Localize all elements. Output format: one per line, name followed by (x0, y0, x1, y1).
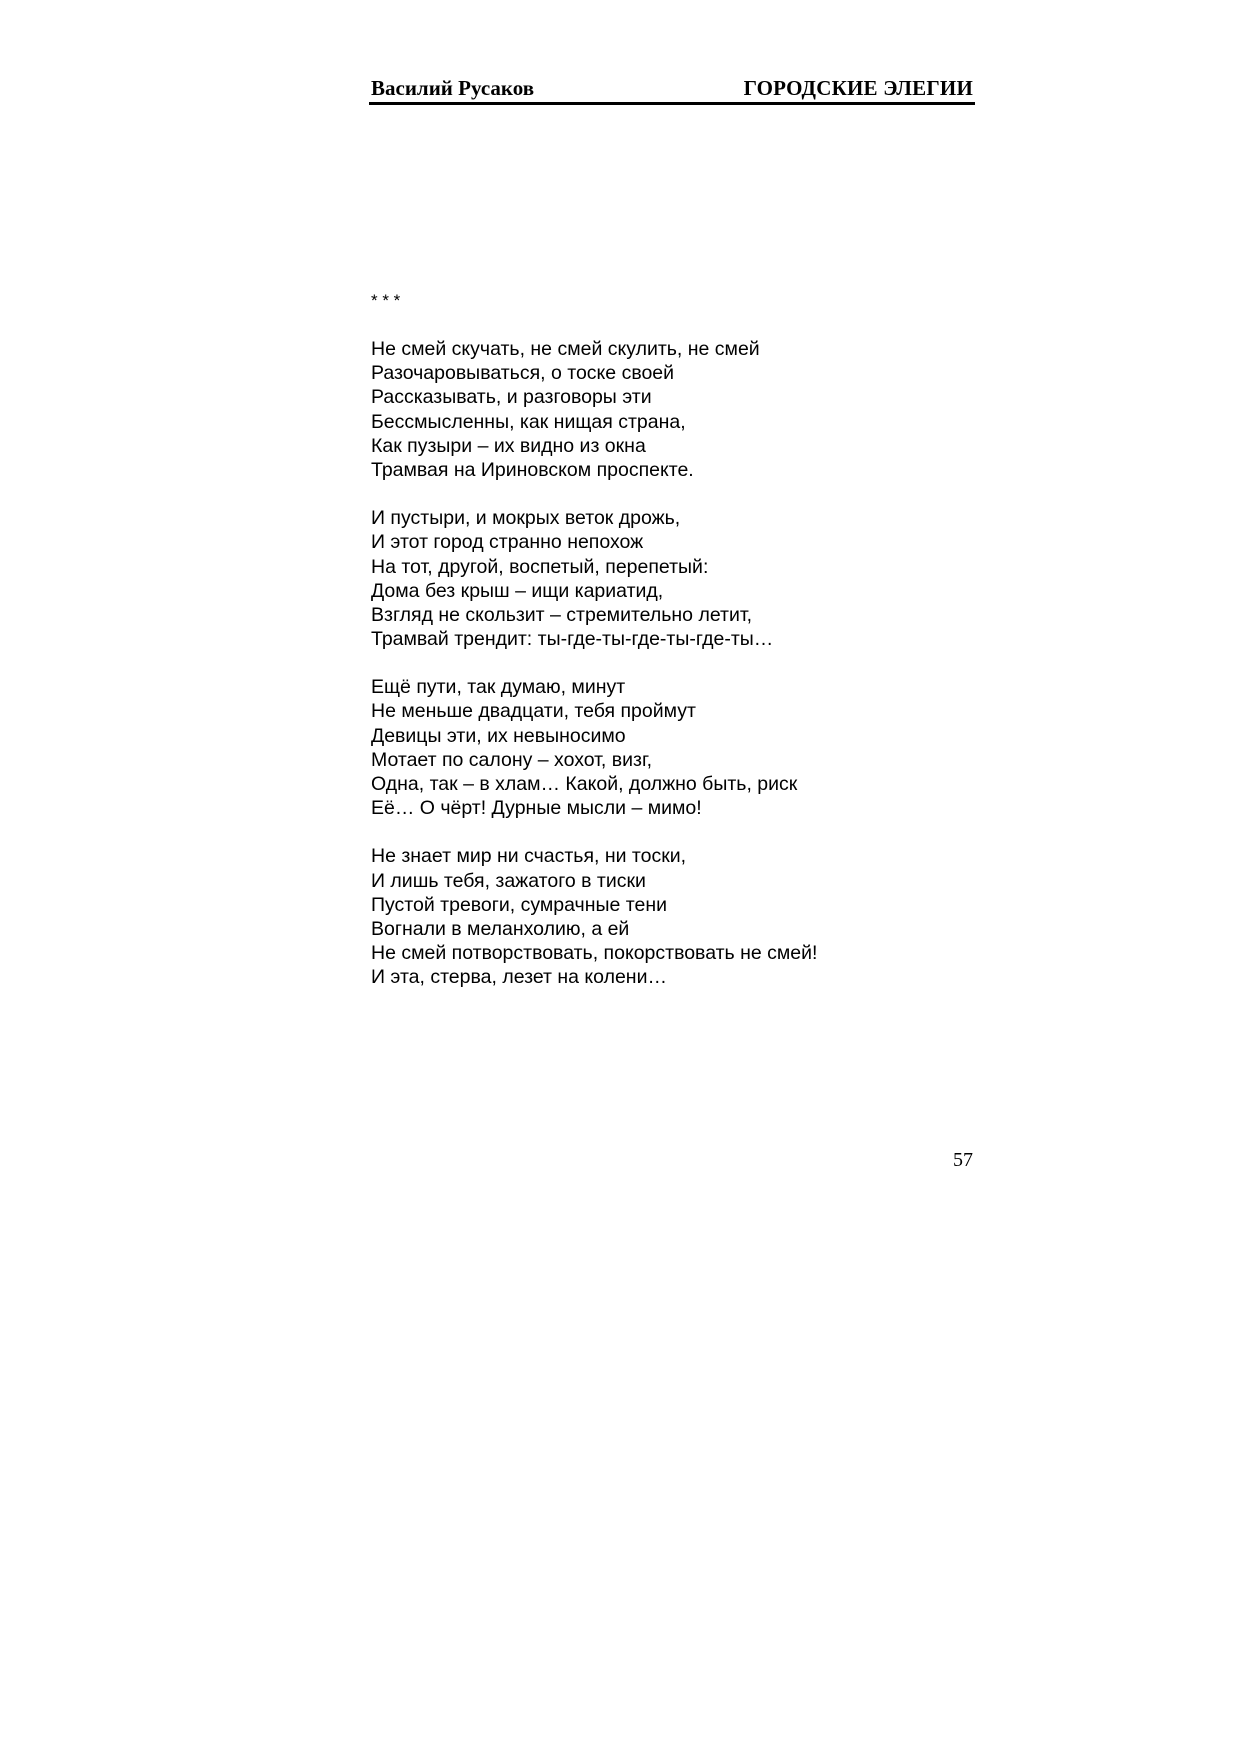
verse-line: Рассказывать, и разговоры эти (371, 386, 652, 409)
verse-line: Не знает мир ни счастья, ни тоски, (371, 845, 687, 868)
page-number: 57 (953, 1149, 973, 1171)
verse-line: Не меньше двадцати, тебя проймут (371, 700, 696, 723)
verse-line: Дома без крыш – ищи кариатид, (371, 579, 664, 602)
poem (371, 289, 971, 990)
verse-line: Вогнали в меланхолию, а ей (371, 917, 630, 940)
header-author: Василий Русаков (371, 76, 535, 100)
stanza-4 (371, 844, 971, 989)
verse-line: Девицы эти, их невыносимо (371, 724, 626, 747)
verse-line: Взгляд не скользит – стремительно летит, (371, 603, 753, 626)
poem-divider: * * * (371, 291, 401, 310)
verse-line: Пустой тревоги, сумрачные тени (371, 893, 667, 916)
header-book-title: ГОРОДСКИЕ ЭЛЕГИИ (743, 76, 973, 100)
verse-line: Трамвая на Ириновском проспекте. (371, 458, 694, 481)
verse-line: Трамвай трендит: ты-где-ты-где-ты-где-ты… (371, 628, 774, 651)
verse-line: Её… О чёрт! Дурные мысли – мимо! (371, 797, 702, 820)
verse-line: Одна, так – в хлам… Какой, должно быть, риск (371, 773, 798, 795)
verse-line: На тот, другой, воспетый, перепетый: (371, 555, 709, 578)
verse-line: И этот город странно непохож (371, 531, 644, 554)
stanza-1 (371, 337, 971, 482)
stanza-2 (371, 506, 971, 651)
verse-line: Бессмысленны, как нищая страна, (371, 410, 686, 433)
verse-line: Мотает по салону – хохот, визг, (371, 748, 653, 771)
verse-line: И лишь тебя, зажатого в тиски (371, 869, 646, 892)
verse-line: Не смей потворствовать, покорствовать не смей! (371, 942, 818, 965)
verse-line: Не смей скучать, не смей скулить, не смей (371, 338, 760, 360)
verse-line: И пустыри, и мокрых веток дрожь, (371, 507, 681, 530)
running-header (369, 76, 975, 105)
verse-line: Как пузыри – их видно из окна (371, 434, 646, 457)
verse-line: Разочаровываться, о тоске своей (371, 362, 675, 385)
verse-line: И эта, стерва, лезет на колени… (371, 966, 667, 989)
verse-line: Ещё пути, так думаю, минут (371, 676, 626, 699)
stanza-3 (371, 675, 971, 820)
